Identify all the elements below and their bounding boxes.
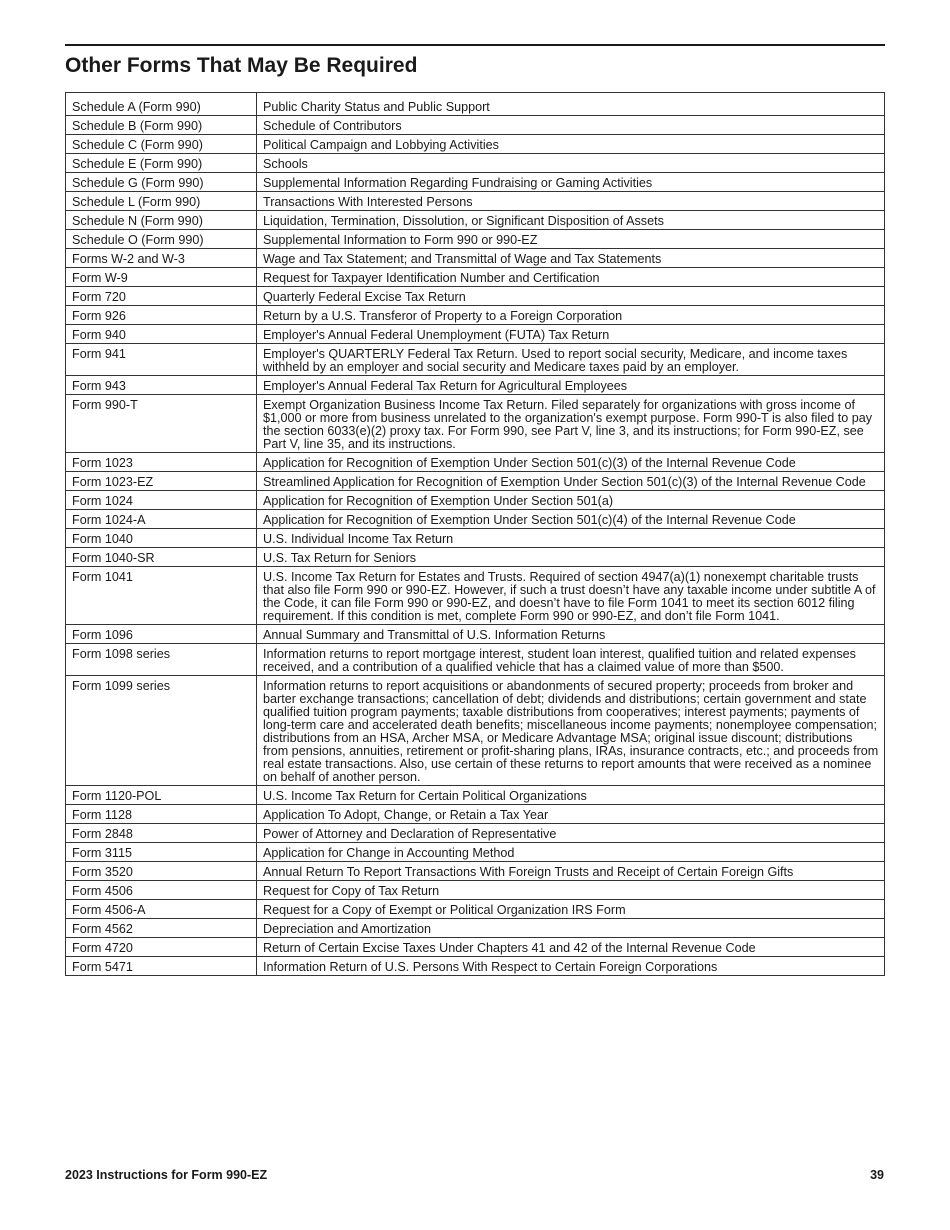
- form-name-cell: Form 1041: [66, 567, 257, 625]
- form-description-cell: Streamlined Application for Recognition of Exemption Under Section 501(c)(3) of the Internal Revenue Code: [257, 472, 885, 491]
- form-name-cell: Form 926: [66, 306, 257, 325]
- table-row: [66, 173, 885, 192]
- form-description-cell: Political Campaign and Lobbying Activities: [257, 135, 885, 154]
- form-description-cell: U.S. Income Tax Return for Certain Political Organizations: [257, 786, 885, 805]
- form-name-cell: Schedule B (Form 990): [66, 116, 257, 135]
- page-title: Other Forms That May Be Required: [65, 54, 418, 77]
- table-row: [66, 676, 885, 786]
- form-description-cell: Request for a Copy of Exempt or Political Organization IRS Form: [257, 900, 885, 919]
- table-row: [66, 919, 885, 938]
- table-row: [66, 805, 885, 824]
- form-name-cell: Form 1099 series: [66, 676, 257, 786]
- form-description-cell: Information returns to report mortgage interest, student loan interest, qualified tuition and related expenses received, and a contribution of a qualified vehicle that has a claimed value of more than $500.: [257, 644, 885, 676]
- form-description-cell: Liquidation, Termination, Dissolution, or Significant Disposition of Assets: [257, 211, 885, 230]
- form-description-cell: Schedule of Contributors: [257, 116, 885, 135]
- table-row: [66, 249, 885, 268]
- table-row: [66, 824, 885, 843]
- form-name-cell: Schedule N (Form 990): [66, 211, 257, 230]
- form-description-cell: Power of Attorney and Declaration of Representative: [257, 824, 885, 843]
- form-name-cell: Schedule A (Form 990): [66, 93, 257, 116]
- forms-table-body: [66, 93, 885, 976]
- form-description-cell: Public Charity Status and Public Support: [257, 93, 885, 116]
- form-name-cell: Form 1024-A: [66, 510, 257, 529]
- form-name-cell: Form 990-T: [66, 395, 257, 453]
- form-description-cell: U.S. Tax Return for Seniors: [257, 548, 885, 567]
- form-name-cell: Form 4562: [66, 919, 257, 938]
- form-description-cell: Application To Adopt, Change, or Retain a Tax Year: [257, 805, 885, 824]
- table-row: [66, 192, 885, 211]
- table-row: [66, 268, 885, 287]
- form-name-cell: Form 4506-A: [66, 900, 257, 919]
- table-row: [66, 230, 885, 249]
- form-name-cell: Form W-9: [66, 268, 257, 287]
- form-description-cell: Annual Summary and Transmittal of U.S. Information Returns: [257, 625, 885, 644]
- form-name-cell: Form 940: [66, 325, 257, 344]
- table-row: [66, 510, 885, 529]
- form-name-cell: Form 943: [66, 376, 257, 395]
- form-description-cell: Application for Recognition of Exemption Under Section 501(c)(4) of the Internal Revenue Code: [257, 510, 885, 529]
- form-description-cell: Request for Copy of Tax Return: [257, 881, 885, 900]
- form-name-cell: Form 4506: [66, 881, 257, 900]
- form-name-cell: Form 1098 series: [66, 644, 257, 676]
- table-row: [66, 135, 885, 154]
- form-name-cell: Form 3115: [66, 843, 257, 862]
- table-row: [66, 287, 885, 306]
- table-row: [66, 938, 885, 957]
- table-row: [66, 862, 885, 881]
- form-description-cell: Application for Change in Accounting Method: [257, 843, 885, 862]
- form-description-cell: Depreciation and Amortization: [257, 919, 885, 938]
- form-name-cell: Form 941: [66, 344, 257, 376]
- form-description-cell: Quarterly Federal Excise Tax Return: [257, 287, 885, 306]
- form-name-cell: Form 4720: [66, 938, 257, 957]
- form-name-cell: Form 1128: [66, 805, 257, 824]
- footer-document-title: 2023 Instructions for Form 990-EZ: [65, 1168, 268, 1182]
- form-name-cell: Form 1096: [66, 625, 257, 644]
- form-name-cell: Schedule E (Form 990): [66, 154, 257, 173]
- table-row: [66, 567, 885, 625]
- form-description-cell: Annual Return To Report Transactions With Foreign Trusts and Receipt of Certain Foreign Gifts: [257, 862, 885, 881]
- form-description-cell: U.S. Income Tax Return for Estates and Trusts. Required of section 4947(a)(1) nonexempt charitable trusts that also file Form 990 or 990-EZ. However, if such a trust doesn’t have any taxable income under subtitle A of the Code, it can file Form 990 or 990-EZ, and doesn’t have to file Form 1041 to meet its section 6012 filing requirement. If this condition is met, complete Form 990 or 990-EZ, and don’t file Form 1041.: [257, 567, 885, 625]
- form-description-cell: Supplemental Information to Form 990 or 990-EZ: [257, 230, 885, 249]
- form-name-cell: Forms W-2 and W-3: [66, 249, 257, 268]
- table-row: [66, 154, 885, 173]
- form-description-cell: Exempt Organization Business Income Tax Return. Filed separately for organizations with gross income of $1,000 or more from business unrelated to the organization's exempt purpose. Form 990-T is also filed to pay the section 6033(e)(2) proxy tax. For Form 990, see Part V, line 3, and its instructions; for Form 990-EZ, see Part V, line 35, and its instructions.: [257, 395, 885, 453]
- form-name-cell: Form 1024: [66, 491, 257, 510]
- table-row: [66, 306, 885, 325]
- form-name-cell: Form 1040-SR: [66, 548, 257, 567]
- form-description-cell: Information returns to report acquisitions or abandonments of secured property; proceeds from broker and barter exchange transactions; cancellation of debt; dividends and distributions; certain government and state qualified tuition program payments; taxable distributions from cooperatives; interest payments; payments of long-term care and accelerated death benefits; miscellaneous income payments; nonemployee compensation; distributions from an HSA, Archer MSA, or Medicare Advantage MSA; original issue discount; distributions from pensions, annuities, retirement or profit-sharing plans, IRAs, insurance contracts, etc.; and proceeds from real estate transactions. Also, use certain of these returns to report amounts that were received as a nominee on behalf of another person.: [257, 676, 885, 786]
- form-name-cell: Form 1040: [66, 529, 257, 548]
- table-row: [66, 786, 885, 805]
- form-name-cell: Form 3520: [66, 862, 257, 881]
- form-name-cell: Form 5471: [66, 957, 257, 976]
- table-row: [66, 957, 885, 976]
- form-description-cell: Employer's QUARTERLY Federal Tax Return. Used to report social security, Medicare, and income taxes withheld by an employer and social security and Medicare taxes paid by an employer.: [257, 344, 885, 376]
- form-description-cell: Application for Recognition of Exemption Under Section 501(a): [257, 491, 885, 510]
- form-name-cell: Form 1023: [66, 453, 257, 472]
- form-description-cell: Information Return of U.S. Persons With Respect to Certain Foreign Corporations: [257, 957, 885, 976]
- form-description-cell: Employer's Annual Federal Tax Return for Agricultural Employees: [257, 376, 885, 395]
- form-name-cell: Form 1120-POL: [66, 786, 257, 805]
- table-row: [66, 900, 885, 919]
- table-row: [66, 116, 885, 135]
- forms-table: [65, 92, 885, 976]
- table-row: [66, 376, 885, 395]
- form-description-cell: Schools: [257, 154, 885, 173]
- form-description-cell: Transactions With Interested Persons: [257, 192, 885, 211]
- form-name-cell: Schedule G (Form 990): [66, 173, 257, 192]
- form-description-cell: Application for Recognition of Exemption Under Section 501(c)(3) of the Internal Revenue Code: [257, 453, 885, 472]
- form-description-cell: Supplemental Information Regarding Fundraising or Gaming Activities: [257, 173, 885, 192]
- form-description-cell: Return by a U.S. Transferor of Property to a Foreign Corporation: [257, 306, 885, 325]
- table-row: [66, 325, 885, 344]
- form-name-cell: Form 720: [66, 287, 257, 306]
- table-row: [66, 491, 885, 510]
- form-name-cell: Form 1023-EZ: [66, 472, 257, 491]
- form-description-cell: Return of Certain Excise Taxes Under Chapters 41 and 42 of the Internal Revenue Code: [257, 938, 885, 957]
- form-description-cell: Employer's Annual Federal Unemployment (FUTA) Tax Return: [257, 325, 885, 344]
- table-row: [66, 644, 885, 676]
- table-row: [66, 625, 885, 644]
- table-row: [66, 395, 885, 453]
- table-row: [66, 453, 885, 472]
- form-name-cell: Form 2848: [66, 824, 257, 843]
- table-row: [66, 548, 885, 567]
- table-row: [66, 472, 885, 491]
- form-name-cell: Schedule O (Form 990): [66, 230, 257, 249]
- form-name-cell: Schedule C (Form 990): [66, 135, 257, 154]
- table-row: [66, 93, 885, 116]
- table-row: [66, 529, 885, 548]
- table-row: [66, 881, 885, 900]
- form-description-cell: Wage and Tax Statement; and Transmittal of Wage and Tax Statements: [257, 249, 885, 268]
- top-rule: [65, 44, 885, 46]
- table-row: [66, 211, 885, 230]
- form-description-cell: U.S. Individual Income Tax Return: [257, 529, 885, 548]
- table-row: [66, 344, 885, 376]
- form-name-cell: Schedule L (Form 990): [66, 192, 257, 211]
- form-description-cell: Request for Taxpayer Identification Number and Certification: [257, 268, 885, 287]
- table-row: [66, 843, 885, 862]
- footer-page-number: 39: [870, 1168, 884, 1182]
